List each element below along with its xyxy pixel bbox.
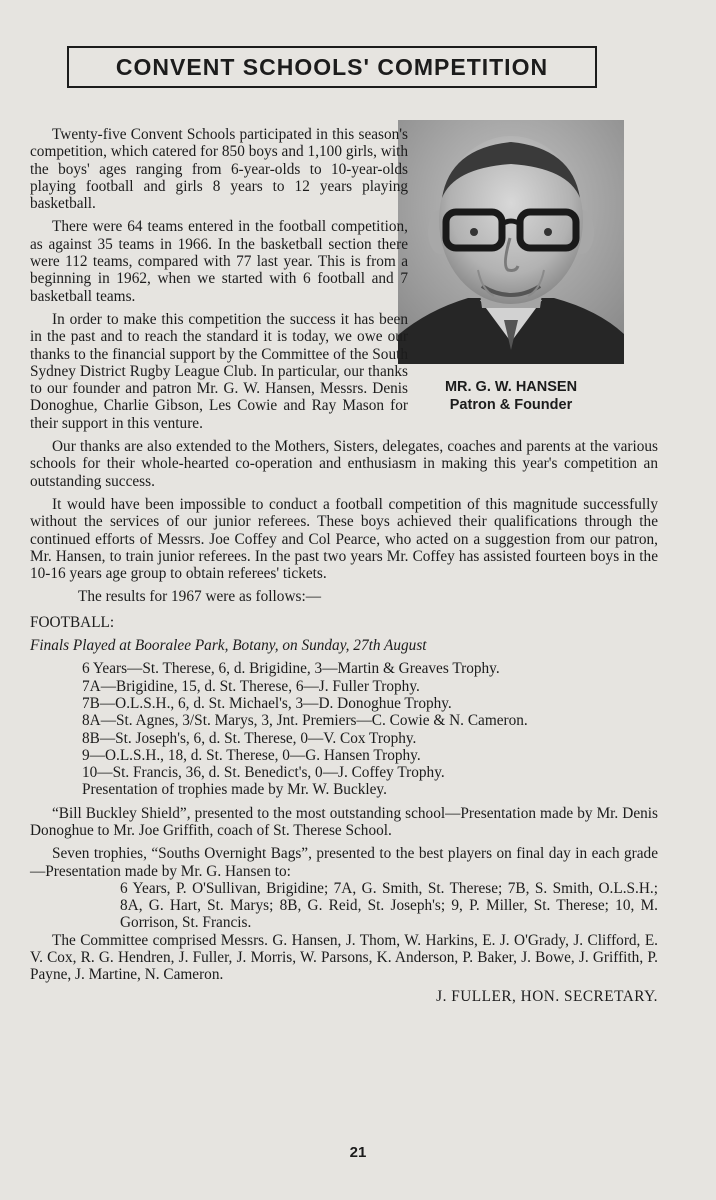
caption-role: Patron & Founder [449,397,573,413]
result-7b: 7B—O.L.S.H., 6, d. St. Michael's, 3—D. Donoghue Trophy. [82,694,452,712]
results-list [82,660,658,798]
paragraph-shield: “Bill Buckley Shield”, presented to the most outstanding school—Presentation made by Mr. Denis Donoghue to Mr. Joe Griffith, coach of St. Therese School. [30,804,658,839]
best-players-list [120,880,658,932]
result-7a: 7A—Brigidine, 15, d. St. Therese, 6—J. Fuller Trophy. [82,677,420,695]
football-heading: FOOTBALL: [30,613,115,631]
photo-wrap-spacer [408,126,658,410]
caption-name: MR. G. W. HANSEN [444,379,578,395]
page-number: 21 [349,1144,367,1161]
result-9: 9—O.L.S.H., 18, d. St. Therese, 0—G. Hansen Trophy. [82,746,421,764]
paragraph-teams: There were 64 teams entered in the football competition, as against 35 teams in 1966. In the basketball section there were 112 teams, compared with 77 last year. This is from a beginning in 1962, when we started with 6 football and 7 basketball teams. [30,218,408,305]
paragraph-referees: It would have been impossible to conduct a football competition of this magnitude successfully without the services of our junior referees. These boys achieved their qualifications through the continued efforts of Messrs. Joe Coffey and Col Pearce, who acted on a suggestion from our patron, Mr. Hansen, to train junior referees. In the past two years Mr. Coffey has assisted fourteen boys in the 10-16 years age group to obtain referees' tickets. [30,495,658,583]
trophy-presentation: Presentation of trophies made by Mr. W. Buckley. [82,781,387,799]
finals-line: Finals Played at Booralee Park, Botany, on Sunday, 27th August [30,637,427,655]
signature: J. FULLER, HON. SECRETARY. [436,987,658,1005]
result-10: 10—St. Francis, 36, d. St. Benedict's, 0—J. Coffey Trophy. [82,764,445,782]
paragraph-committee: The Committee comprised Messrs. G. Hansen, J. Thom, W. Harkins, E. J. O'Grady, J. Clifford, E. V. Cox, R. G. Hendren, J. Fuller, J. Morris, W. Parsons, K. Anderson, P. Baker, J. Bowe, J. Griffith, P. Payne, J. Martine, N. Cameron. [30,931,658,984]
paragraph-thanks: Our thanks are also extended to the Mothers, Sisters, delegates, coaches and parents at the various schools for their whole-hearted co-operation and enthusiasm in making this year's competition an outstanding success. [30,438,658,490]
results-intro: The results for 1967 were as follows:— [78,588,321,606]
result-8b: 8B—St. Joseph's, 6, d. St. Therese, 0—V. Cox Trophy. [82,729,417,747]
result-6-years: 6 Years—St. Therese, 6, d. Brigidine, 3—Martin & Greaves Trophy. [82,660,500,678]
title-box [67,46,597,88]
paragraph-participation: Twenty-five Convent Schools participated in this season's competition, which catered for 850 boys and 1,100 girls, with the boys' ages ranging from 6-year-olds to 10-year-olds playing football and girls 8 years to 12 years playing basketball. [30,126,408,213]
page-title: CONVENT SCHOOLS' COMPETITION [115,53,549,80]
best-players: 6 Years, P. O'Sullivan, Brigidine; 7A, G. Smith, St. Therese; 7B, S. Smith, O.L.S.H.; 8A, G. Hart, St. Marys; 8B, G. Reid, St. Joseph's; 9, P. Miller, St. Therese; 10, M. Gorrison, St. Francis. [120,879,658,932]
paragraph-trophies: Seven trophies, “Souths Overnight Bags”, presented to the best players on final day in each grade—Presentation made by Mr. G. Hansen to: [30,845,658,880]
paragraph-support: In order to make this competition the success it has been in the past and to reach the standard it is today, we owe our thanks to the financial support by the Committee of the South Sydney District Rugby League Club. In particular, our thanks to our founder and patron Mr. G. W. Hansen, Messrs. Denis Donoghue, Charlie Gibson, Les Cowie and Ray Mason for their support in this venture. [30,310,408,432]
article-body [30,126,658,1011]
result-8a: 8A—St. Agnes, 3/St. Marys, 3, Jnt. Premiers—C. Cowie & N. Cameron. [82,712,528,730]
